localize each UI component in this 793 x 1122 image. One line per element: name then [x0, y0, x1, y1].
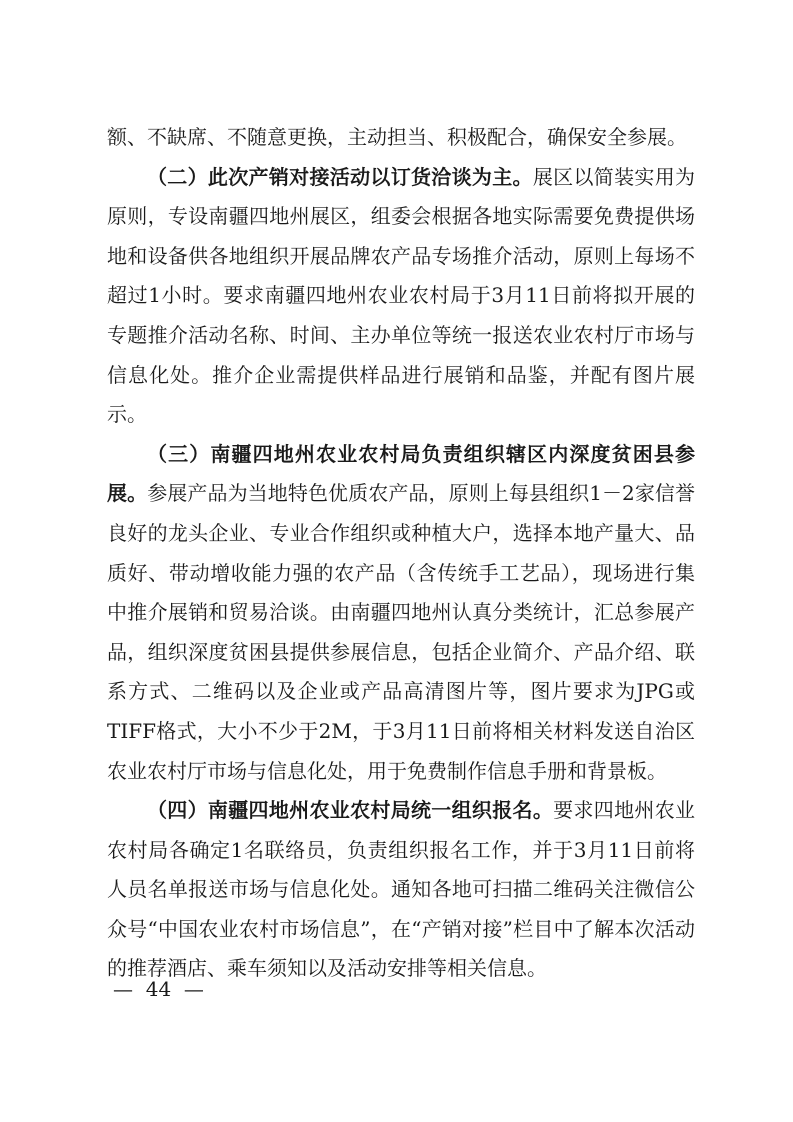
- paragraph-3-heading: （三）南疆四地州农业农村局负责组织辖区内深度贫困县参展。: [107, 441, 695, 506]
- document-body: [107, 118, 695, 989]
- paragraph-3-text: 参展产品为当地特色优质农产品，原则上每县组织1－2家信誉良好的龙头企业、专业合作组织或种植大户，选择本地产量大、品质好、带动增收能力强的农产品（含传统手工艺品），现场进行集中推介展销和贸易洽谈。由南疆四地州认真分类统计，汇总参展产品，组织深度贫困县提供参展信息，包括企业简介、产品介绍、联系方式、二维码以及企业或产品高清图片等，图片要求为JPG或TIFF格式，大小不少于2M，于3月11日前将相关材料发送自治区农业农村厅市场与信息化处，用于免费制作信息手册和背景板。: [107, 481, 696, 783]
- page-number: — 44 —: [113, 977, 204, 1001]
- paragraph-3: [107, 435, 695, 791]
- paragraph-4-text: 要求四地州农业农村局各确定1名联络员，负责组织报名工作，并于3月11日前将人员名单报送市场与信息化处。通知各地可扫描二维码关注微信公众号“中国农业农村市场信息”，在“产销对接”栏目中了解本次活动的推荐酒店、乘车须知以及活动安排等相关信息。: [107, 798, 696, 981]
- paragraph-2: [107, 158, 695, 435]
- paragraph-1-text: 额、不缺席、不随意更换，主动担当、积极配合，确保安全参展。: [107, 125, 687, 149]
- paragraph-2-text: 展区以简装实用为原则，专设南疆四地州展区，组委会根据各地实际需要免费提供场地和设备供各地组织开展品牌农产品专场推介活动，原则上每场不超过1小时。要求南疆四地州农业农村局于3月11日前将拟开展的专题推介活动名称、时间、主办单位等统一报送农业农村厅市场与信息化处。推介企业需提供样品进行展销和品鉴，并配有图片展示。: [107, 164, 696, 427]
- paragraph-1: [107, 118, 695, 158]
- paragraph-4-heading: （四）南疆四地州农业农村局统一组织报名。: [147, 798, 554, 823]
- paragraph-2-heading: （二）此次产销对接活动以订货洽谈为主。: [147, 164, 533, 189]
- paragraph-4: [107, 791, 695, 989]
